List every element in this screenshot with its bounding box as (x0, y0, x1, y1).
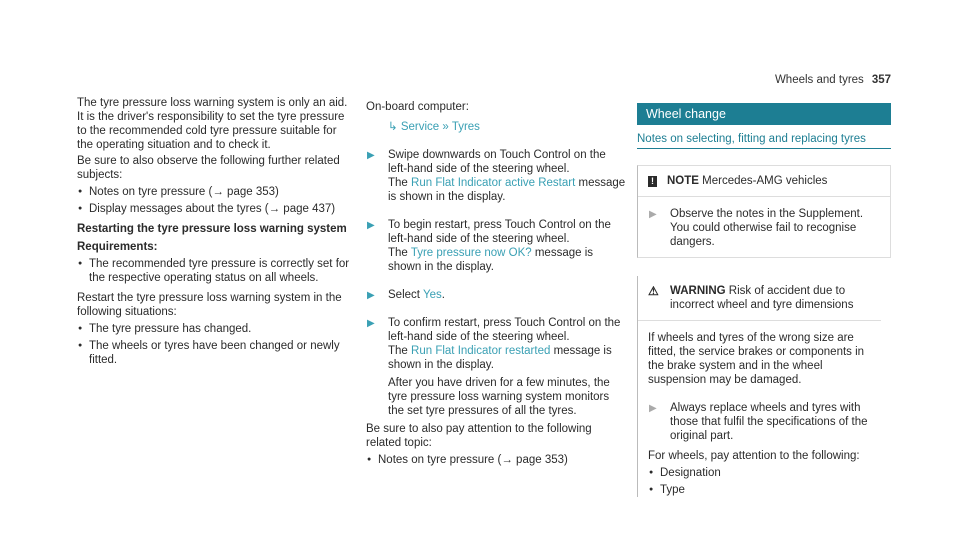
menu-tyres: Tyres (451, 121, 480, 133)
step-text: . (441, 289, 445, 301)
note-text: Mercedes-AMG vehicles (702, 175, 828, 187)
step-1 (366, 148, 628, 204)
step-text: The (388, 345, 408, 357)
step-text: message is shown in the display. (388, 177, 626, 203)
list-item[interactable]: ● Notes on tyre pressure (→ page 353) (77, 185, 352, 199)
display-message: Run Flat Indicator restarted (411, 345, 551, 357)
step-3 (366, 288, 628, 302)
display-message: Tyre pressure now OK? (410, 247, 532, 259)
exclamation-icon: ! (648, 176, 657, 187)
step-text: The (388, 177, 408, 189)
attention-paragraph: For wheels, pay attention to the following: (648, 450, 860, 462)
note-box (637, 165, 891, 258)
step-text: message is shown in the display. (388, 247, 594, 273)
step-arrow-icon: ▶ (649, 209, 657, 220)
observe-paragraph: Be sure to also observe the following further related subjects: (77, 155, 340, 181)
list-item: ● The recommended tyre pressure is correctly set for the respective operating status on all wheels. (77, 257, 352, 285)
list-item[interactable]: ● Display messages about the tyres (→ page 437) (77, 202, 352, 216)
section-heading: Restarting the tyre pressure loss warning system (77, 223, 347, 235)
list-item: ● Designation (648, 466, 881, 480)
step-text: To confirm restart, press Touch Control on the left-hand side of the steering wheel. (388, 317, 621, 343)
step-text: Select (388, 289, 420, 301)
list-item[interactable]: ● Notes on tyre pressure (→ page 353) (366, 453, 628, 467)
page-header (775, 73, 891, 87)
divider (638, 196, 890, 197)
column-1 (77, 96, 352, 370)
requirements-label: Requirements: (77, 241, 158, 253)
list-item: ● The tyre pressure has changed. (77, 322, 352, 336)
step-text: To begin restart, press Touch Control on the left-hand side of the steering wheel. (388, 219, 611, 245)
double-chevron-icon: » (442, 121, 449, 133)
column-2 (366, 100, 628, 470)
step-text: The (388, 247, 408, 259)
restart-paragraph: Restart the tyre pressure loss warning system in the following situations: (77, 292, 342, 318)
page-number: 357 (871, 74, 891, 86)
step-text: Always replace wheels and tyres with those that fulfil the specifications of the original part. (670, 402, 868, 442)
step-4 (366, 316, 628, 418)
display-option: Yes (422, 289, 442, 301)
step-arrow-icon: ▶ (367, 150, 375, 161)
step-2 (366, 218, 628, 274)
display-message: Run Flat Indicator active Restart (411, 177, 576, 189)
warning-box (637, 276, 891, 497)
warning-label: WARNING (670, 285, 726, 297)
step-text: Observe the notes in the Supplement. You could otherwise fail to recognise dangers. (670, 208, 864, 248)
subsection-title: Notes on selecting, fitting and replacing tyres (637, 132, 891, 149)
menu-path (388, 120, 628, 134)
list-item: ● The wheels or tyres have been changed or newly fitted. (77, 339, 352, 367)
warning-triangle-icon: ⚠ (648, 284, 659, 298)
column-3 (637, 103, 891, 500)
step-text: After you have driven for a few minutes, the tyre pressure loss warning system monitors the set tyre pressures of all the tyres. (388, 377, 610, 417)
step-arrow-icon: ▶ (367, 318, 375, 329)
step-arrow-icon: ▶ (367, 290, 375, 301)
list-item: ● Type (648, 483, 881, 497)
enter-arrow-icon: ↳ (388, 121, 398, 133)
divider (638, 320, 881, 321)
warning-body: If wheels and tyres of the wrong size are fitted, the service brakes or components in the brake system and in the wheel suspension may be damaged. (648, 332, 865, 386)
step-arrow-icon: ▶ (649, 403, 657, 414)
onboard-label: On-board computer: (366, 101, 469, 113)
warning-text: Risk of accident due to incorrect wheel and tyre dimensions (670, 285, 854, 311)
intro-paragraph: The tyre pressure loss warning system is only an aid. It is the driver's responsibility to set the tyre pressure to the recommended cold tyre pressure suitable for the operating situation and to check it. (77, 97, 348, 151)
step-arrow-icon: ▶ (367, 220, 375, 231)
menu-service: Service (400, 121, 440, 133)
observe-paragraph: Be sure to also pay attention to the following related topic: (366, 423, 592, 449)
warning-step (648, 401, 881, 443)
section-bar: Wheel change (637, 103, 891, 125)
header-title: Wheels and tyres (774, 74, 864, 86)
note-label: NOTE (667, 175, 699, 187)
step-text: message is shown in the display. (388, 345, 612, 371)
step-text: Swipe downwards on Touch Control on the left-hand side of the steering wheel. (388, 149, 606, 175)
note-step (648, 207, 880, 249)
